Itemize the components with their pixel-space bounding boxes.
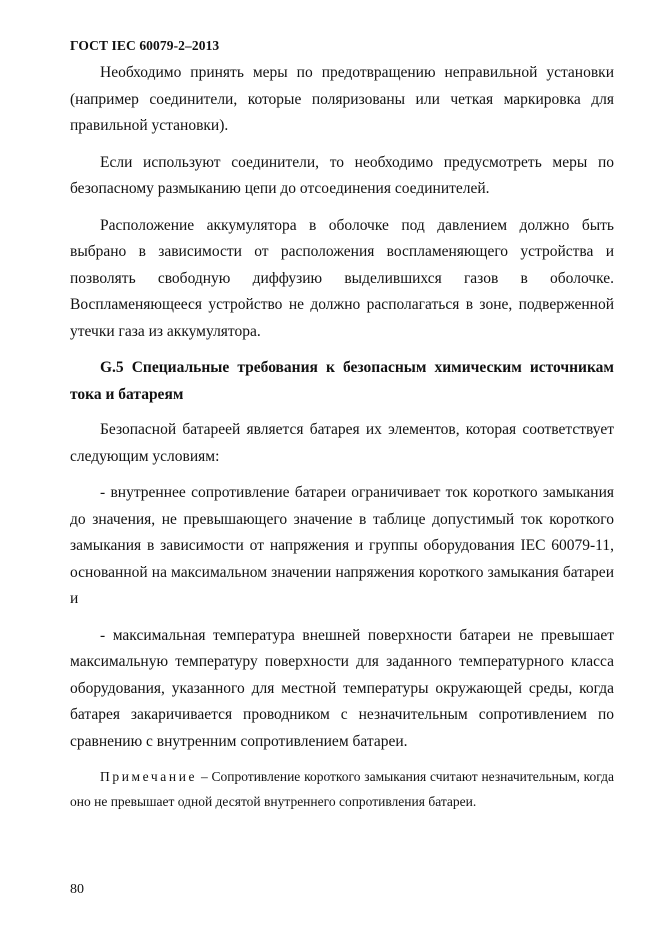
paragraph: Расположение аккумулятора в оболочке под давлением должно быть выбрано в зависимости от расположения воспламеняющего устройства и позволять свободную диффузию выделившихся газов в оболочке. Воспламеняющееся устройство не должно располагаться в зоне, подверженной утечки газа из аккумулятора. xyxy=(70,216,614,340)
paragraph: Если используют соединители, то необходимо предусмотреть меры по безопасному размыканию цепи до отсоединения соединителей. xyxy=(70,153,614,197)
page-content xyxy=(70,60,614,814)
list-item: - внутреннее сопротивление батареи ограничивает ток короткого замыкания до значения, не превышающего значение в таблице допустимый ток короткого замыкания в зависимости от напряжения и группы оборудования IEC 60079-11, основанной на максимальном значении напряжения короткого замыкания батареи и xyxy=(70,484,614,607)
page-number: 80 xyxy=(70,882,84,897)
paragraph: Необходимо принять меры по предотвращению неправильной установки (например соединители, которые поляризованы или четкая маркировка для правильной установки). xyxy=(70,64,614,134)
note xyxy=(70,765,614,814)
list-item: - максимальная температура внешней поверхности батареи не превышает максимальную температуру поверхности для заданного температурного класса оборудования, указанного для местной температуры окружающей среды, когда батарея закаричивается проводником с незначительным сопротивлением по сравнению с внутренним сопротивлением батареи. xyxy=(70,626,614,750)
paragraph: Безопасной батареей является батарея их элементов, которая соответствует следующим условиям: xyxy=(70,421,614,465)
note-text: – Сопротивление короткого замыкания считают незначительным, когда оно не превышает одной десятой внутреннего сопротивления батареи. xyxy=(70,769,614,809)
document-header: ГОСТ IEC 60079-2–2013 xyxy=(70,38,220,53)
section-heading: G.5 Специальные требования к безопасным химическим источникам тока и батареям xyxy=(70,359,614,403)
note-label: Примечание xyxy=(100,769,198,784)
